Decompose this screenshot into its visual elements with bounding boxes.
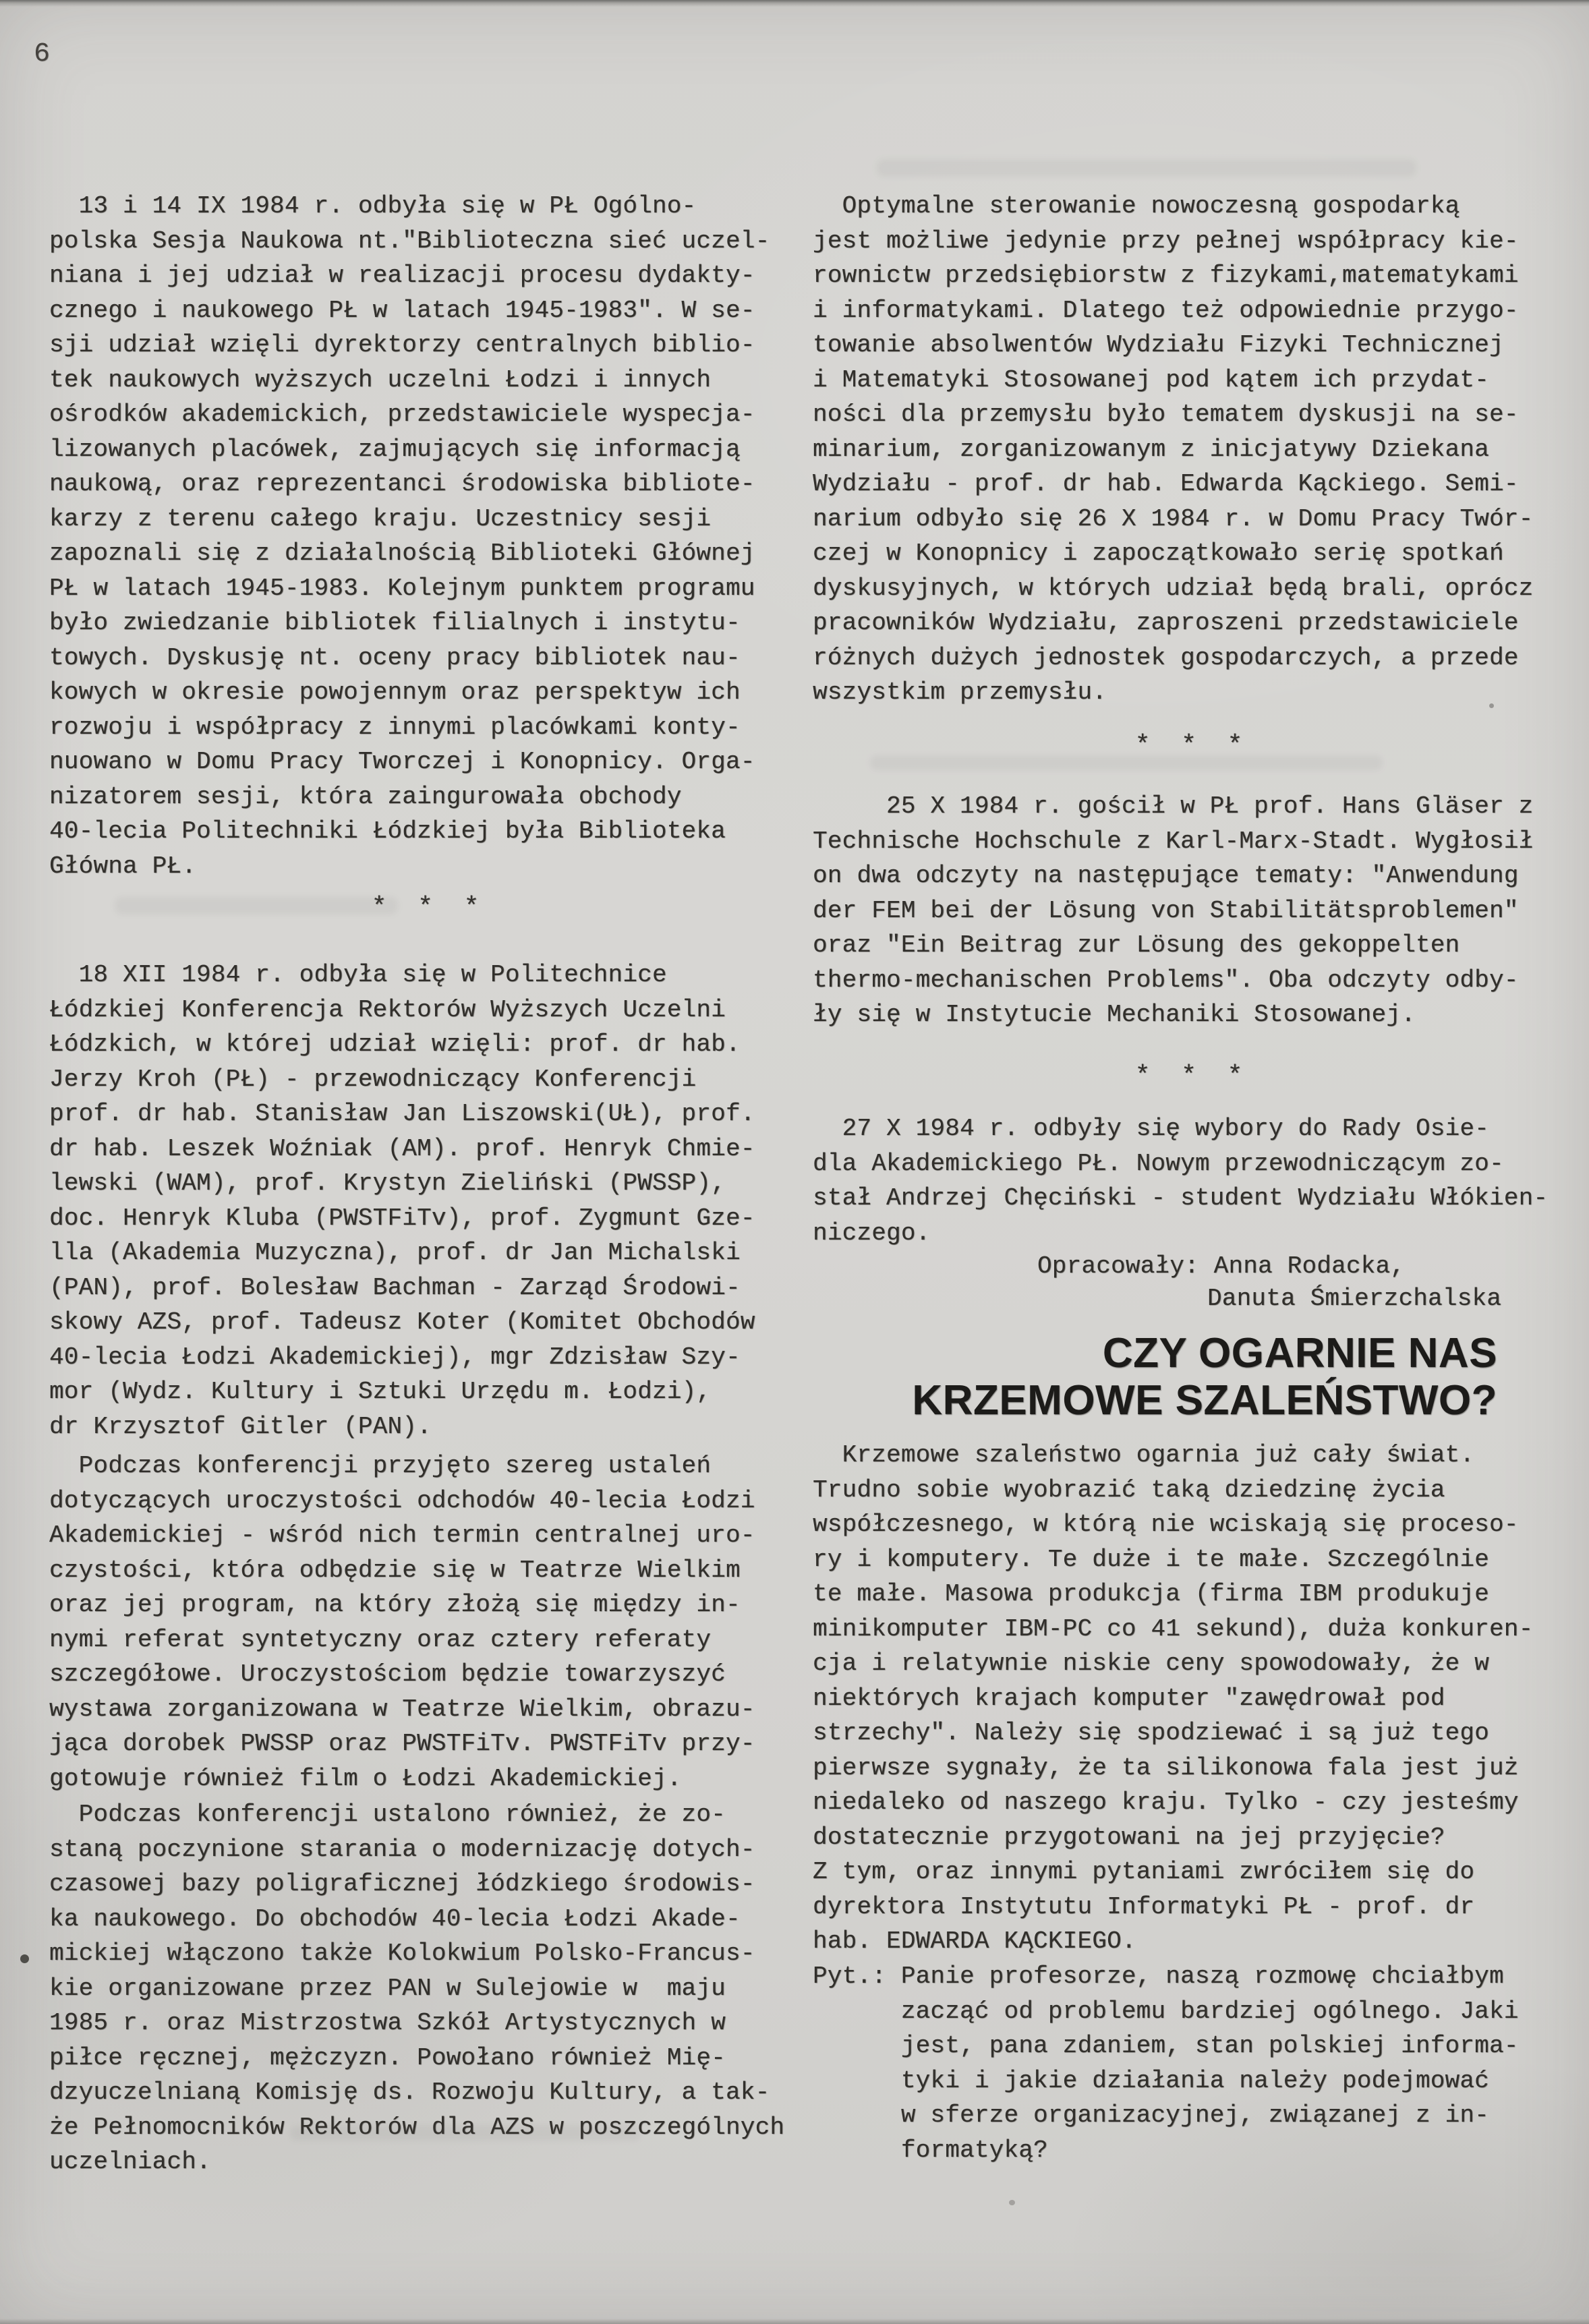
text-line: lla (Akademia Muzyczna), prof. dr Jan Michalski <box>49 1239 741 1267</box>
text-line: strzechy". Należy się spodziewać i są już tego <box>813 1719 1489 1747</box>
text-line: rozwoju i współpracy z innymi placówkami konty- <box>49 713 741 741</box>
text-line: Jerzy Kroh (PŁ) - przewodniczący Konferencji <box>49 1065 697 1093</box>
paragraph-konferencja-rektorow <box>49 958 801 1444</box>
text-line: czej w Konopnicy i zapoczątkowało serię spotkań <box>813 540 1504 567</box>
text-line: 1985 r. oraz Mistrzostwa Szkół Artystycznych w <box>49 2009 726 2037</box>
text-line: Łódzkiej Konferencja Rektorów Wyższych Uczelni <box>49 995 726 1024</box>
text-line: dotyczących uroczystości odchodów 40-lecia Łodzi <box>49 1486 755 1515</box>
text-line: gotowuje również film o Łodzi Akademickiej. <box>49 1764 682 1793</box>
text-line: kie organizowane przez PAN w Sulejowie w maju <box>49 1974 726 2002</box>
bleed-through-smudge <box>877 159 1416 177</box>
text-line: czystości, która odbędzie się w Teatrze Wielkim <box>49 1556 741 1584</box>
text-line: jąca dorobek PWSSP oraz PWSTFiTv. PWSTFiTv przy- <box>49 1730 755 1757</box>
text-line: mor (Wydz. Kultury i Sztuki Urzędu m. Łodzi), <box>49 1378 712 1405</box>
text-line: nymi referat syntetyczny oraz cztery referaty <box>49 1625 712 1654</box>
ink-speck <box>1489 703 1494 708</box>
text-line: że Pełnomocników Rektorów dla AZS w poszczególnych <box>49 2113 785 2141</box>
credit-line: Danuta Śmierzchalska <box>1207 1285 1502 1312</box>
text-line: te małe. Masowa produkcja (firma IBM produkuje <box>813 1580 1489 1608</box>
article-heading-line: CZY OGARNIE NAS <box>1102 1330 1497 1376</box>
text-line: 13 i 14 IX 1984 r. odbyła się w PŁ Ogólno- <box>49 192 697 220</box>
text-line: Główna PŁ. <box>49 852 197 880</box>
credit-line: Opracowały: Anna Rodacka, <box>1037 1252 1406 1280</box>
text-line: skowy AZS, prof. Tadeusz Koter (Komitet Obchodów <box>49 1308 755 1336</box>
text-line: on dwa odczyty na następujące tematy: "Anwendung <box>813 862 1519 890</box>
text-line: niana i jej udział w realizacji procesu dydakty- <box>49 262 755 289</box>
text-line: ośrodków akademickich, przedstawiciele wyspecja- <box>49 401 755 428</box>
text-line: 25 X 1984 r. gościł w PŁ prof. Hans Gläser z <box>813 792 1534 820</box>
text-line: karzy z terenu całego kraju. Uczestnicy sesji <box>49 504 712 533</box>
text-line: PŁ w latach 1945-1983. Kolejnym punktem programu <box>49 574 755 602</box>
text-line: dostatecznie przygotowani na jej przyjęcie? <box>813 1823 1445 1851</box>
text-line: nuowano w Domu Pracy Tworczej i Konopnicy. Orga- <box>49 748 755 776</box>
paragraph-hans-glaser <box>813 789 1569 1033</box>
text-line: Wydziału - prof. dr hab. Edwarda Kąckiego. Semi- <box>813 470 1519 498</box>
text-line: Z tym, oraz innymi pytaniami zwróciłem się do <box>813 1858 1475 1886</box>
paragraph-modernizacja <box>49 1797 801 2180</box>
text-line: nizatorem sesji, która zaingurowała obchody <box>49 782 682 811</box>
text-line: pracowników Wydziału, zaproszeni przedstawiciele <box>813 609 1519 637</box>
text-line: Krzemowe szaleństwo ogarnia już cały świat. <box>813 1441 1475 1469</box>
text-line: naukową, oraz reprezentanci środowiska bibliote- <box>49 470 755 498</box>
text-line: 18 XII 1984 r. odbyła się w Politechnice <box>49 961 667 989</box>
text-line: minarium, zorganizowanym z inicjatywy Dziekana <box>813 435 1489 463</box>
text-line: Podczas konferencji ustalono również, że zo- <box>49 1801 726 1828</box>
text-line: tyki i jakie działania należy podejmować <box>813 2066 1489 2095</box>
text-line: niedaleko od naszego kraju. Tylko - czy jesteśmy <box>813 1789 1519 1816</box>
article-heading <box>830 1330 1497 1424</box>
paragraph-krzemowe-szalenstwo <box>813 1438 1569 1959</box>
text-line: jest możliwe jedynie przy pełnej współpracy kie- <box>813 227 1519 255</box>
text-line: ry i komputery. Te duże i te małe. Szczególnie <box>813 1545 1489 1573</box>
text-line: pierwsze sygnały, że ta silikonowa fala jest już <box>813 1753 1519 1782</box>
text-line: minikomputer IBM-PC co 41 sekund), duża konkuren- <box>813 1615 1534 1643</box>
text-line: dyrektora Instytutu Informatyki PŁ - prof. dr <box>813 1892 1475 1921</box>
text-line: doc. Henryk Kluba (PWSTFiTv), prof. Zygmunt Gze- <box>49 1204 755 1232</box>
text-line: ności dla przemysłu było tematem dyskusji na se- <box>813 401 1519 428</box>
text-line: sji udział wzięli dyrektorzy centralnych biblio- <box>49 331 755 359</box>
text-line: ka naukowego. Do obchodów 40-lecia Łodzi Akade- <box>49 1905 741 1933</box>
text-line: lewski (WAM), prof. Krystyn Zieliński (PWSSP), <box>49 1169 726 1197</box>
text-line: 40-lecia Politechniki Łódzkiej była Biblioteka <box>49 817 726 845</box>
text-line: kowych w okresie powojennym oraz perspektyw ich <box>49 678 741 706</box>
text-line: było zwiedzanie bibliotek filialnych i instytu- <box>49 609 741 637</box>
text-line: 40-lecia Łodzi Akademickiej), mgr Zdzisław Szy- <box>49 1343 741 1371</box>
text-line: narium odbyło się 26 X 1984 r. w Domu Pracy Twór- <box>813 504 1534 533</box>
text-line: thermo-mechanischen Problems". Oba odczyty odby- <box>813 966 1519 994</box>
text-line: Łódzkich, w której udział wzięli: prof. dr hab. <box>49 1030 741 1058</box>
text-line: cznego i naukowego PŁ w latach 1945-1983". W se- <box>49 296 755 324</box>
text-line: i informatykami. Dlatego też odpowiednie przygo- <box>813 296 1519 324</box>
section-separator: * * * <box>371 893 480 922</box>
text-line: der FEM bei der Lösung von Stabilitätsproblemen" <box>813 896 1519 925</box>
text-line: Trudno sobie wyobrazić taką dziedzinę życia <box>813 1476 1445 1504</box>
text-line: hab. EDWARDA KĄCKIEGO. <box>813 1927 1136 1955</box>
text-line: polska Sesja Naukowa nt."Biblioteczna sieć uczel- <box>49 227 770 255</box>
paragraph-ustalenia-konferencji <box>49 1449 801 1796</box>
text-line: towanie absolwentów Wydziału Fizyki Technicznej <box>813 331 1504 359</box>
text-line: współczesnego, w którą nie wciskają się proceso- <box>813 1511 1519 1538</box>
text-line: dzyuczelnianą Komisję ds. Rozwoju Kultury, a tak- <box>49 2079 770 2106</box>
text-line: dla Akademickiego PŁ. Nowym przewodniczącym zo- <box>813 1149 1504 1178</box>
text-line: dyskusyjnych, w których udział będą brali, oprócz <box>813 574 1534 602</box>
ink-speck <box>20 1954 29 1963</box>
paragraph-session-naukowa <box>49 189 801 883</box>
text-line: niektórych krajach komputer "zawędrował pod <box>813 1684 1445 1712</box>
section-separator: * * * <box>1134 731 1243 760</box>
bleed-through-smudge <box>870 755 1383 770</box>
text-line: Pyt.: Panie profesorze, naszą rozmowę chciałbym <box>813 1963 1504 1990</box>
ink-speck <box>1009 2200 1015 2205</box>
credits <box>813 1250 1569 1315</box>
text-line: ły się w Instytucie Mechaniki Stosowanej. <box>813 1001 1416 1028</box>
text-line: szczegółowe. Uroczystościom będzie towarzyszyć <box>49 1660 726 1688</box>
text-line: Optymalne sterowanie nowoczesną gospodarką <box>813 192 1460 220</box>
text-line: mickiej włączono także Kolokwium Polsko-Francus- <box>49 1940 755 1967</box>
text-line: czasowej bazy poligraficznej łódzkiego środowis- <box>49 1870 755 1898</box>
text-line: rownictw przedsiębiorstw z fizykami,matematykami <box>813 262 1519 289</box>
text-line: jest, pana zdaniem, stan polskiej informa- <box>813 2032 1519 2060</box>
bleed-through-smudge <box>290 2126 641 2141</box>
article-heading-line: KRZEMOWE SZALEŃSTWO? <box>912 1377 1497 1424</box>
text-line: zacząć od problemu bardziej ogólnego. Jaki <box>813 1997 1519 2025</box>
text-line: staną poczynione starania o modernizację dotych- <box>49 1835 755 1863</box>
text-line: piłce ręcznej, mężczyzn. Powołano również Mię- <box>49 2043 726 2072</box>
text-line: uczelniach. <box>49 2148 211 2176</box>
text-line: wystawa zorganizowana w Teatrze Wielkim, obrazu- <box>49 1695 755 1723</box>
paragraph-pytanie <box>813 1959 1569 2168</box>
text-line: cja i relatywnie niskie ceny spowodowały, że w <box>813 1650 1489 1677</box>
text-line: oraz jej program, na który złożą się między in- <box>49 1591 741 1619</box>
text-line: dr Krzysztof Gitler (PAN). <box>49 1412 432 1441</box>
text-line: i Matematyki Stosowanej pod kątem ich przydat- <box>813 366 1489 394</box>
bleed-through-smudge <box>115 897 398 914</box>
text-line: formatyką? <box>813 2136 1048 2164</box>
paragraph-wybory-rady-osiedla <box>813 1111 1569 1250</box>
page-number: 6 <box>34 39 51 69</box>
text-line: stał Andrzej Chęciński - student Wydziału Włókien- <box>813 1184 1549 1212</box>
text-line: wszystkim przemysłu. <box>813 678 1107 706</box>
text-line: Akademickiej - wśród nich termin centralnej uro- <box>49 1521 755 1549</box>
text-line: oraz "Ein Beitrag zur Lösung des gekoppelten <box>813 931 1460 959</box>
paragraph-seminarium <box>813 189 1569 710</box>
text-line: lizowanych placówek, zajmujących się informacją <box>49 435 741 463</box>
text-line: tek naukowych wyższych uczelni Łodzi i innych <box>49 366 712 394</box>
text-line: 27 X 1984 r. odbyły się wybory do Rady Osie- <box>813 1115 1489 1142</box>
text-line: w sferze organizacyjnej, związanej z in- <box>813 2101 1489 2129</box>
text-line: Podczas konferencji przyjęto szereg ustaleń <box>49 1452 712 1480</box>
text-line: różnych dużych jednostek gospodarczych, a przede <box>813 643 1519 672</box>
text-line: (PAN), prof. Bolesław Bachman - Zarząd Środowi- <box>49 1273 741 1302</box>
text-line: niczego. <box>813 1219 931 1247</box>
text-line: prof. dr hab. Stanisław Jan Liszowski(UŁ), prof. <box>49 1100 755 1128</box>
text-line: Technische Hochschule z Karl-Marx-Stadt. Wygłosił <box>813 827 1534 855</box>
section-separator: * * * <box>1134 1062 1243 1091</box>
text-line: towych. Dyskusję nt. oceny pracy bibliotek nau- <box>49 643 741 672</box>
text-line: zapoznali się z działalnością Biblioteki Głównej <box>49 540 755 567</box>
text-line: dr hab. Leszek Woźniak (AM). prof. Henryk Chmie- <box>49 1134 755 1163</box>
